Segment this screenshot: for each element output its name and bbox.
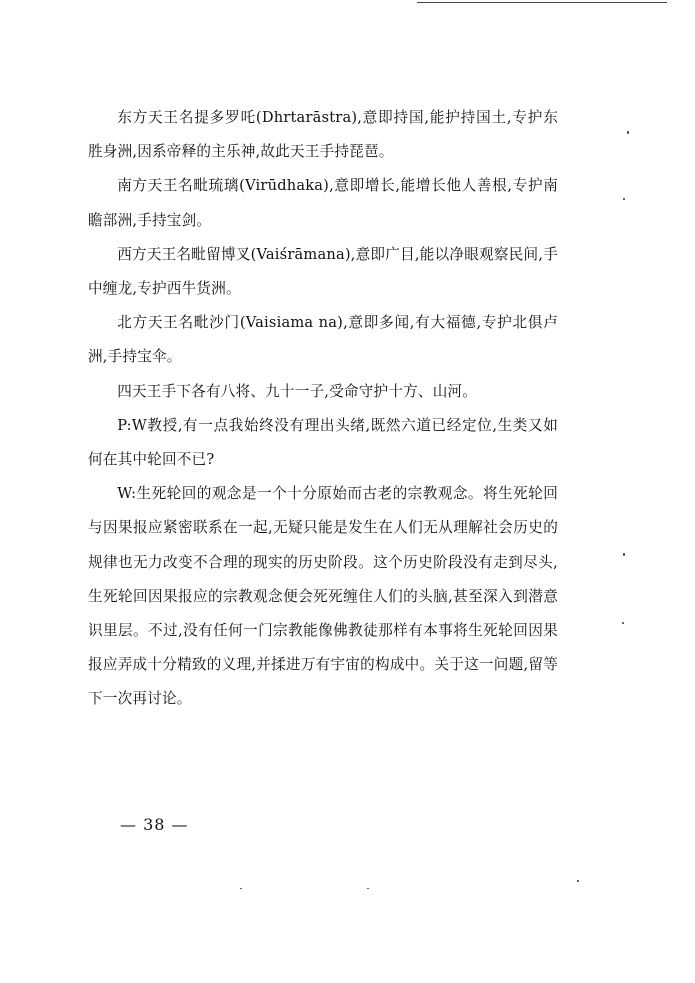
scan-speck (367, 888, 369, 889)
scan-speck (627, 131, 629, 134)
page-number: — 38 — (120, 815, 189, 834)
paragraph-east-king: 东方天王名提多罗吒(Dhrtarāstra),意即持国,能护持国土,专护东胜身洲,因系帝释的主乐神,故此天王手持琵琶。 (88, 109, 558, 161)
scan-speck (622, 622, 624, 624)
top-rule (417, 2, 667, 3)
scan-speck (577, 880, 579, 882)
paragraph-west-king: 西方天王名毗留博叉(Vaiśrāmana),意即广目,能以净眼观察民间,手中缠龙,专护西牛货洲。 (88, 245, 558, 298)
scan-speck (623, 553, 625, 556)
scan-speck (240, 888, 242, 889)
paragraph-question: P:W教授,有一点我始终没有理出头绪,既然六道已经定位,生类又如何在其中轮回不已? (88, 416, 558, 469)
paragraph-answer: W:生死轮回的观念是一个十分原始而古老的宗教观念。将生死轮回与因果报应紧密联系在一起,无疑只能是发生在人们无从理解社会历史的规律也无力改变不合理的现实的历史阶段。这个历史阶段没有走到尽头,生死轮回因果报应的宗教观念便会死死缠住人们的头脑,甚至深入到潜意识里层。不过,没有任何一门宗教能像佛教徒那样有本事将生死轮回因果报应弄成十分精致的义理,并揉进万有宇宙的构成中。关于这一问题,留等下一次再讨论。 (88, 485, 558, 708)
paragraph-north-king: 北方天王名毗沙门(Vaisiama na),意即多闻,有大福德,专护北俱卢洲,手持宝伞。 (88, 314, 558, 366)
scan-speck (623, 198, 625, 200)
paragraph-generals: 四天王手下各有八将、九十一子,受命守护十方、山河。 (117, 382, 478, 400)
paragraph-south-king: 南方天王名毗琉璃(Virūdhaka),意即增长,能增长他人善根,专护南瞻部洲,手持宝剑。 (88, 177, 558, 229)
page-body (88, 101, 558, 717)
